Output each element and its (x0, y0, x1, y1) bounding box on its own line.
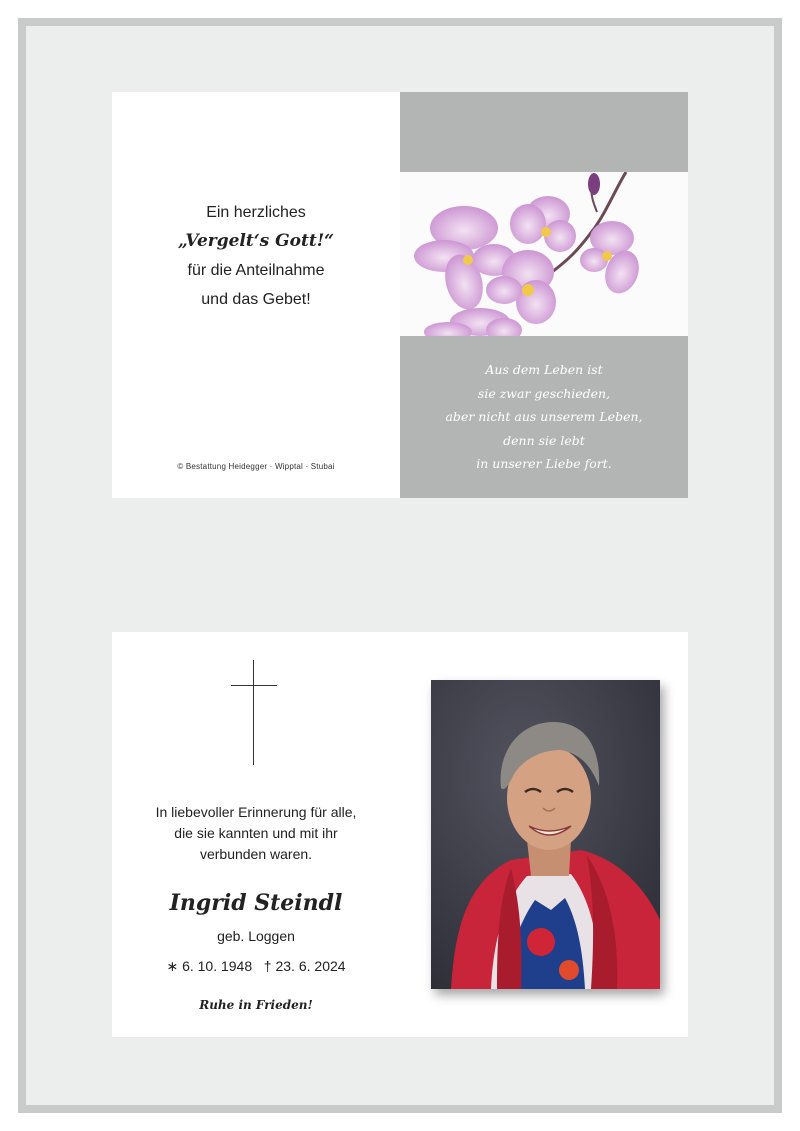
thank-you-text (112, 198, 400, 314)
memorial-card (112, 632, 688, 1037)
life-dates (112, 958, 400, 975)
portrait-icon (431, 680, 660, 989)
verse-line-3: aber nicht aus unserem Leben, (445, 409, 643, 424)
memory-line-2: die sie kannten und mit ihr (174, 825, 338, 841)
thank-you-card (112, 92, 688, 498)
closing-phrase: Ruhe in Frieden! (199, 998, 313, 1012)
verse-line-1: Aus dem Leben ist (485, 362, 603, 377)
born-symbol: ∗ (166, 958, 179, 974)
thanks-line-2: „Vergelt‘s Gott!“ (178, 231, 334, 251)
funeral-home-credit: © Bestattung Heidegger · Wipptal · Stubai (177, 462, 335, 471)
deceased-name: Ingrid Steindl (169, 890, 343, 916)
verse-line-2: sie zwar geschieden, (477, 385, 611, 401)
memory-line-3: verbunden waren. (199, 846, 313, 862)
birth-date: 6. 10. 1948 (182, 958, 253, 974)
memory-line-1: In liebevoller Erinnerung für alle, (155, 804, 357, 820)
died-symbol: † (263, 958, 272, 974)
maiden-name: geb. Loggen (217, 928, 295, 944)
thanks-line-3: für die Anteilnahme (187, 262, 325, 279)
verse-line-5: in unserer Liebe fort. (476, 456, 612, 471)
verse-panel (400, 92, 688, 498)
death-date: 23. 6. 2024 (275, 958, 346, 974)
portrait-photo (431, 680, 660, 989)
thanks-line-1: Ein herzliches (206, 204, 306, 221)
cross-vertical (253, 660, 254, 765)
orchid-icon (400, 172, 688, 336)
cross-horizontal (231, 685, 277, 686)
orchid-image (400, 172, 688, 336)
memorial-verse (400, 358, 688, 476)
memory-text (112, 802, 400, 865)
thank-you-panel (112, 92, 400, 498)
thanks-line-4: und das Gebet! (201, 291, 311, 308)
verse-line-4: denn sie lebt (503, 432, 585, 448)
